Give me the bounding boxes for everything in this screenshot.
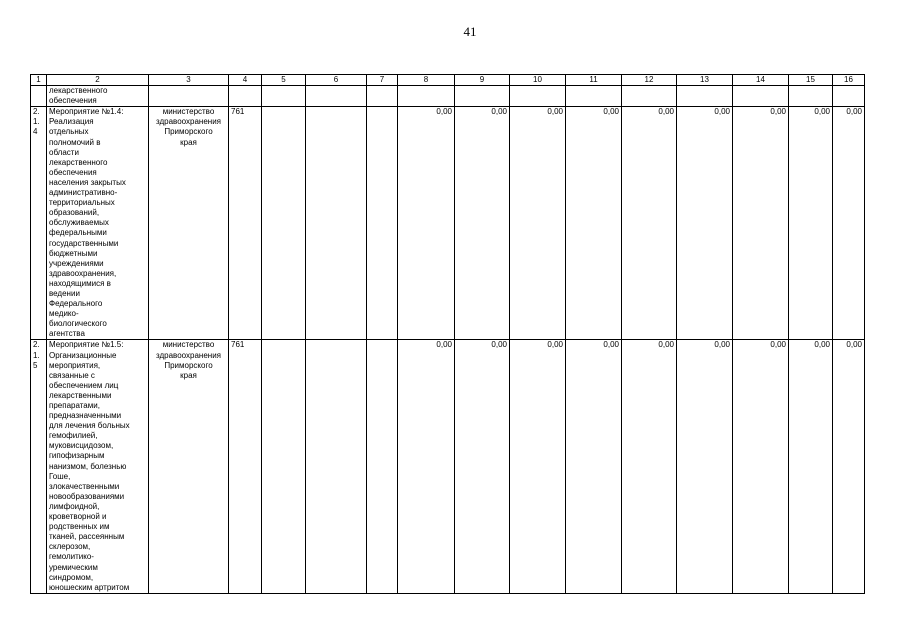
- column-header: 13: [677, 75, 733, 86]
- value-cell: 0,00: [677, 107, 733, 340]
- row-number: [31, 86, 47, 107]
- activity-name: Мероприятие №1.4: Реализация отдельных полномочий в области лекарственного обеспечения населения закрытых административно- территориальных образований, обслуживаемых федеральными государственными бюджетными учреждениями здравоохранения, находящимися в ведении Федерального медико- биологического агентства: [47, 107, 149, 340]
- value-cell: 0,00: [510, 340, 566, 593]
- column-header: 11: [566, 75, 622, 86]
- value-cell: [733, 86, 789, 107]
- value-cell: 0,00: [510, 107, 566, 340]
- column-header: 7: [367, 75, 398, 86]
- value-cell: [677, 86, 733, 107]
- report-table: [30, 74, 865, 594]
- empty-cell: [262, 86, 306, 107]
- value-cell: 0,00: [566, 107, 622, 340]
- column-header: 5: [262, 75, 306, 86]
- executor-cell: [149, 86, 229, 107]
- value-cell: [789, 86, 833, 107]
- table-row: [31, 86, 865, 107]
- value-cell: [398, 86, 455, 107]
- column-header: 3: [149, 75, 229, 86]
- table-header-row: [31, 75, 865, 86]
- empty-cell: [306, 107, 367, 340]
- code-cell: 761: [229, 340, 262, 593]
- value-cell: 0,00: [455, 107, 510, 340]
- column-header: 1: [31, 75, 47, 86]
- value-cell: 0,00: [398, 107, 455, 340]
- column-header: 2: [47, 75, 149, 86]
- value-cell: 0,00: [622, 340, 677, 593]
- table-row: [31, 340, 865, 593]
- value-cell: 0,00: [677, 340, 733, 593]
- column-header: 12: [622, 75, 677, 86]
- value-cell: 0,00: [833, 107, 865, 340]
- column-header: 15: [789, 75, 833, 86]
- column-header: 9: [455, 75, 510, 86]
- value-cell: 0,00: [622, 107, 677, 340]
- column-header: 4: [229, 75, 262, 86]
- code-cell: [229, 86, 262, 107]
- value-cell: 0,00: [566, 340, 622, 593]
- value-cell: 0,00: [455, 340, 510, 593]
- page-number: 41: [463, 24, 477, 39]
- value-cell: [622, 86, 677, 107]
- table-row: [31, 107, 865, 340]
- value-cell: 0,00: [789, 340, 833, 593]
- value-cell: 0,00: [789, 107, 833, 340]
- empty-cell: [262, 107, 306, 340]
- empty-cell: [262, 340, 306, 593]
- empty-cell: [306, 86, 367, 107]
- row-number: 2. 1. 5: [31, 340, 47, 593]
- executor-cell: министерство здравоохранения Приморского края: [149, 107, 229, 340]
- value-cell: [566, 86, 622, 107]
- column-header: 16: [833, 75, 865, 86]
- executor-cell: министерство здравоохранения Приморского края: [149, 340, 229, 593]
- value-cell: [510, 86, 566, 107]
- column-header: 8: [398, 75, 455, 86]
- empty-cell: [367, 340, 398, 593]
- value-cell: 0,00: [833, 340, 865, 593]
- column-header: 14: [733, 75, 789, 86]
- value-cell: 0,00: [398, 340, 455, 593]
- activity-name: Мероприятие №1.5: Организационные мероприятия, связанные с обеспечением лиц лекарственными препаратами, предназначенными для лечения больных гемофилией, муковисцидозом, гипофизарным нанизмом, болезнью Гоше, злокачественными новообразованиями лимфоидной, кроветворной и родственных им тканей, рассеянным склерозом, гемолитико- уремическим синдромом, юношеским артритом: [47, 340, 149, 593]
- column-header: 10: [510, 75, 566, 86]
- empty-cell: [306, 340, 367, 593]
- row-number: 2. 1. 4: [31, 107, 47, 340]
- column-header: 6: [306, 75, 367, 86]
- value-cell: 0,00: [733, 107, 789, 340]
- empty-cell: [367, 107, 398, 340]
- value-cell: 0,00: [733, 340, 789, 593]
- activity-name: лекарственного обеспечения: [47, 86, 149, 107]
- value-cell: [455, 86, 510, 107]
- value-cell: [833, 86, 865, 107]
- code-cell: 761: [229, 107, 262, 340]
- empty-cell: [367, 86, 398, 107]
